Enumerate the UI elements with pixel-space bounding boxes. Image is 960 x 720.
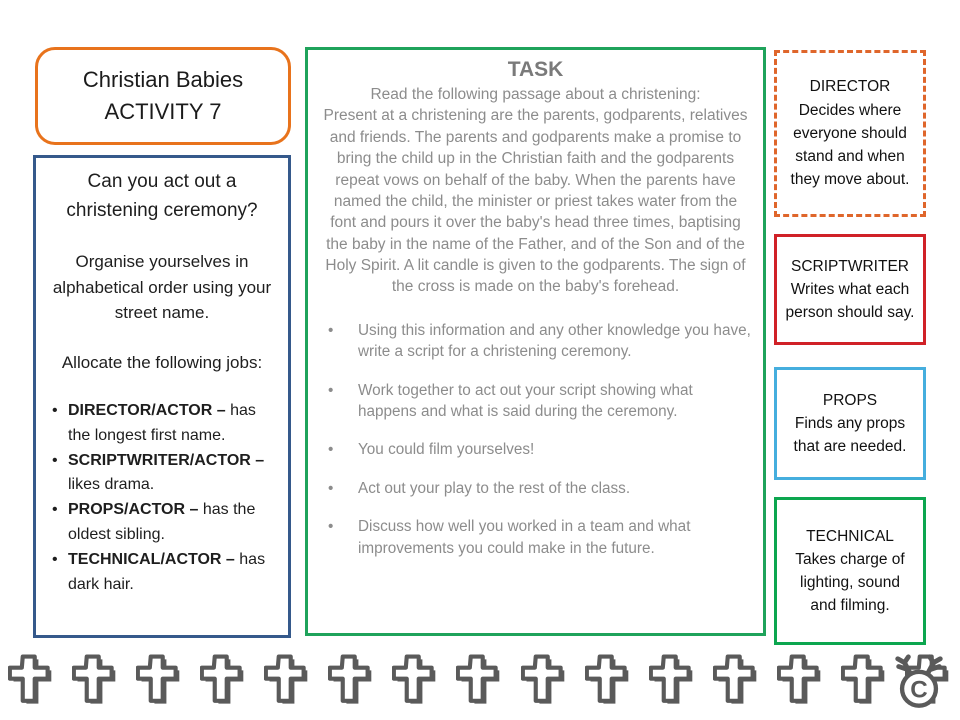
role-desc: Writes what each person should say. — [785, 280, 915, 322]
role-desc: Finds any props that are needed. — [793, 414, 907, 456]
cross-icon — [8, 653, 55, 709]
task-bullet-item — [320, 516, 751, 559]
role-desc: Decides where everyone should stand and when they move about. — [790, 101, 910, 189]
cross-icon — [328, 653, 375, 709]
bullet-icon: • — [52, 501, 58, 519]
job-item — [46, 498, 278, 548]
job-list — [46, 399, 278, 597]
job-desc: has the longest first name. — [68, 402, 256, 444]
cross-icon — [264, 653, 311, 709]
role-box-director — [774, 50, 926, 217]
job-desc: likes drama. — [68, 476, 155, 494]
bullet-icon: • — [328, 321, 334, 339]
task-bullet-item — [320, 439, 751, 460]
role-name: PROPS — [822, 391, 878, 409]
cross-icon — [841, 653, 888, 709]
cross-icon — [392, 653, 439, 709]
task-bullet-item — [320, 478, 751, 499]
role-name: SCRIPTWRITER — [791, 257, 909, 275]
cross-row — [8, 650, 952, 712]
cross-icon — [456, 653, 503, 709]
job-item — [46, 548, 278, 598]
job-desc: has the oldest sibling. — [68, 501, 256, 543]
bullet-icon: • — [328, 441, 334, 459]
task-bullet-list — [320, 320, 751, 559]
bullet-icon: • — [52, 550, 58, 568]
task-heading: TASK — [507, 58, 564, 81]
instructions-heading: Can you act out a christening ceremony? — [66, 171, 258, 221]
task-passage: Present at a christening are the parents, godparents, relatives and friends. The parents and godparents make a promise to bring the child up in the Christian faith and the godparents repeat vows on behalf of the baby. When the parents have named the child, the minister or priest takes water from the font and pours it over the baby's head three times, baptising the baby in the name of the Father, and of the Son and of the Holy Spirit. A lit candle is given to the godparents. The sign of the cross is made on the baby's forehead. — [323, 107, 748, 296]
bullet-icon: • — [52, 451, 58, 469]
copyright-moose-icon — [888, 652, 950, 712]
instructions-box — [33, 155, 291, 638]
svg-text:C: C — [910, 676, 928, 704]
task-bullet-text: Work together to act out your script showing what happens and what is said during the ceremony. — [358, 381, 693, 420]
job-role: TECHNICAL/ACTOR – — [68, 550, 235, 568]
role-box-scriptwriter — [774, 234, 926, 345]
task-bullet-text: Using this information and any other knowledge you have, write a script for a christening ceremony. — [358, 321, 751, 361]
task-bullet-item — [320, 320, 751, 363]
job-item — [46, 449, 278, 499]
bullet-icon: • — [328, 518, 334, 536]
job-role: PROPS/ACTOR – — [68, 501, 199, 519]
title-line2: ACTIVITY 7 — [104, 99, 222, 124]
task-box — [305, 47, 766, 636]
title-box — [35, 47, 291, 145]
cross-icon — [585, 653, 632, 709]
cross-icon — [200, 653, 247, 709]
title-line1: Christian Babies — [82, 67, 244, 93]
task-bullet-item — [320, 380, 751, 423]
task-bullet-text: You could film yourselves! — [358, 441, 535, 459]
role-box-props — [774, 367, 926, 480]
cross-icon — [136, 653, 183, 709]
role-desc: Takes charge of lighting, sound and filming. — [795, 550, 905, 615]
bullet-icon: • — [328, 381, 334, 399]
bullet-icon: • — [328, 479, 334, 497]
role-name: DIRECTOR — [809, 78, 891, 96]
job-item — [46, 399, 278, 449]
task-bullet-text: Discuss how well you worked in a team and what improvements you could make in the future. — [358, 518, 691, 557]
cross-icon — [521, 653, 568, 709]
job-role: DIRECTOR/ACTOR – — [68, 402, 226, 419]
role-name: TECHNICAL — [806, 527, 894, 545]
cross-icon — [72, 653, 119, 709]
job-desc: has dark hair. — [68, 550, 266, 593]
role-box-technical — [774, 497, 926, 645]
task-bullet-text: Act out your play to the rest of the class. — [358, 479, 631, 497]
cross-icon — [713, 653, 760, 709]
cross-icon — [777, 653, 824, 709]
instructions-para-organise: Organise yourselves in alphabetical order using your street name. — [52, 252, 272, 322]
cross-icon — [649, 653, 696, 709]
task-intro: Read the following passage about a christening: — [370, 86, 701, 103]
job-role: SCRIPTWRITER/ACTOR – — [68, 451, 265, 469]
bullet-icon: • — [52, 402, 58, 419]
instructions-para-allocate: Allocate the following jobs: — [61, 352, 263, 372]
